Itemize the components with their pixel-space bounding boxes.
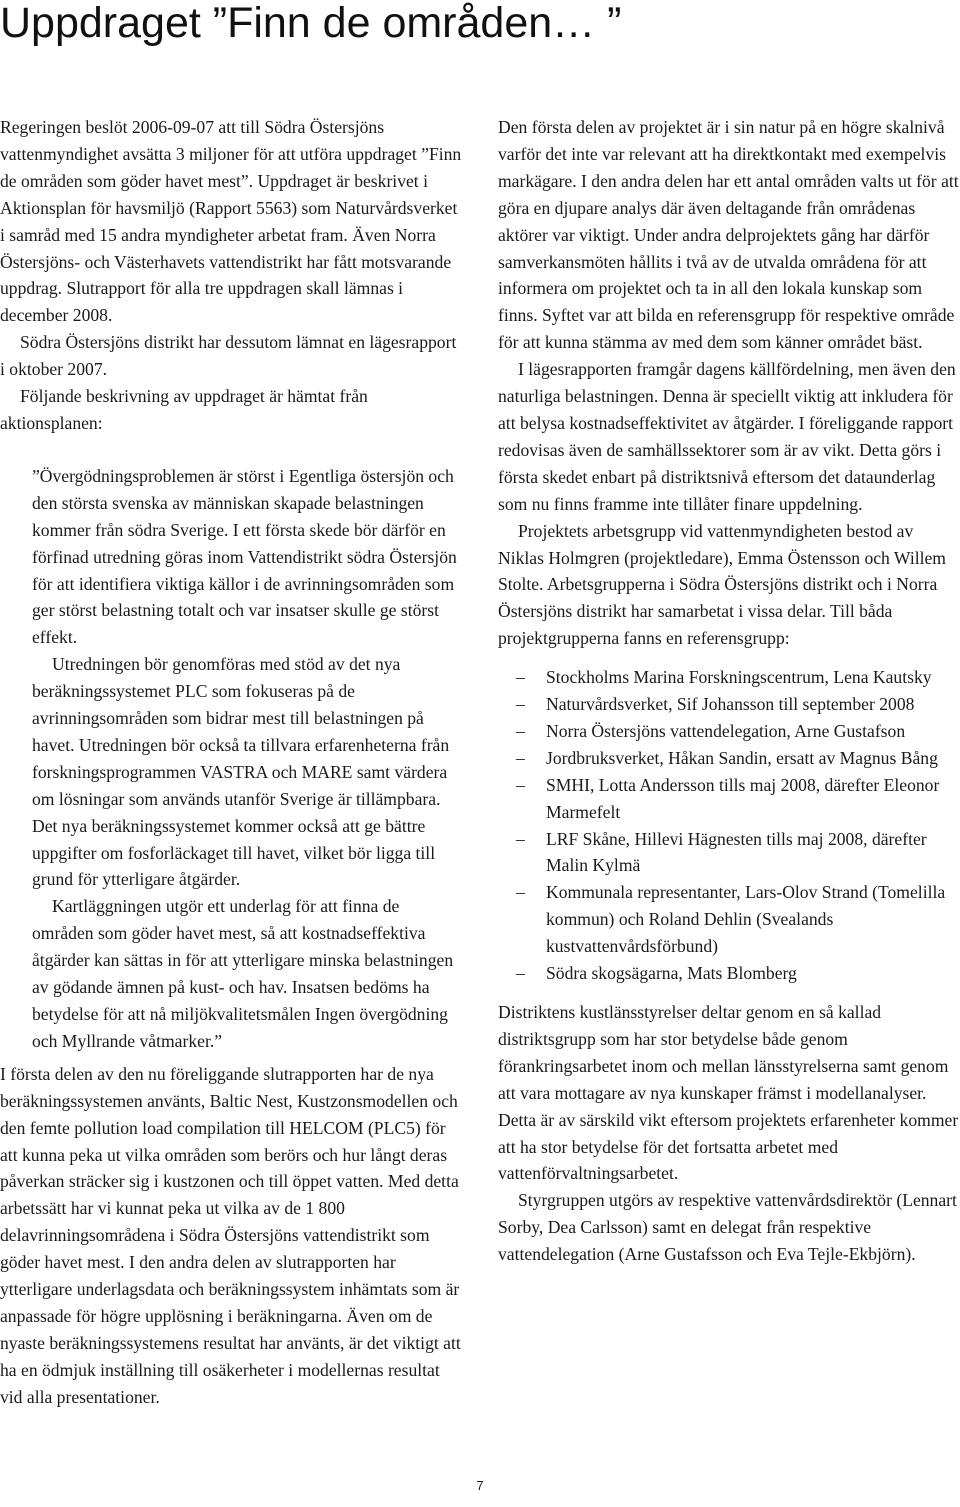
paragraph-intro: Regeringen beslöt 2006-09-07 att till Södra Östersjöns vattenmyndighet avsätta 3 miljoner för att utföra uppdraget ”Finn de områden som göder havet mest”. Uppdraget är beskrivet i Aktionsplan för havsmiljö (Rapport 5563) som Naturvårdsverket i samråd med 15 andra myndigheter arbetat fram. Även Norra Östersjöns- och Västerhavets vattendistrikt har fått motsvarande uppdrag. Slutrapport för alla tre uppdragen skall lämnas i december 2008. [0,117,462,326]
paragraph-lagesrapport: Södra Östersjöns distrikt har dessutom lämnat en lägesrapport i oktober 2007. [0,332,457,380]
list-item: – SMHI, Lotta Andersson tills maj 2008, därefter Eleonor Marmefelt [498,772,960,826]
list-dash: – [516,694,525,715]
paragraph-styrgrupp: Styrgruppen utgörs av respektive vattenvårdsdirektör (Lennart Sorby, Dea Carlsson) samt en delegat från respektive vattendelegation (Arne Gustafsson och Eva Tejle-Ekbjörn). [498,1190,957,1265]
list-dash: – [516,774,525,795]
list-dash: – [516,963,525,984]
list-dash: – [516,747,525,768]
page-title: Uppdraget ”Finn de områden… ” [0,0,622,47]
right-column [498,114,960,1268]
list-item: – Norra Östersjöns vattendelegation, Arne Gustafson [498,718,960,745]
paragraph-projektet: Den första delen av projektet är i sin natur på en högre skalnivå varför det inte var relevant att ha direktkontakt med exempelvis markägare. I den andra delen har ett antal områden valts ut för att göra en djupare analys där även deltagande från områdenas aktörer var viktigt. Under andra delprojektets gång har därför samverkansmöten hållits i två av de utvalda områdena för att informera om projektet och ta in all den lokala kunskap som finns. Syftet var att bilda en referensgrupp för respektive område för att kunna stämma av med dem som känner området bäst. [498,117,959,353]
paragraph-beskrivning: Följande beskrivning av uppdraget är hämtat från aktionsplanen: [0,386,368,433]
block-quote [0,463,462,1055]
list-dash: – [516,720,525,741]
list-dash: – [516,882,525,903]
list-item: – Södra skogsägarna, Mats Blomberg [498,960,960,987]
paragraph-arbetsgrupp: Projektets arbetsgrupp vid vattenmyndigheten bestod av Niklas Holmgren (projektledare), Emma Östensson och Willem Stolte. Arbetsgrupperna i Södra Östersjöns distrikt och i Norra Östersjöns distrikt har samarbetat i vissa delar. Till båda projektgrupperna fanns en referensgrupp: [498,520,946,649]
list-item: – Stockholms Marina Forskningscentrum, Lena Kautsky [498,664,960,691]
left-column [0,114,462,1411]
list-dash: – [516,667,525,688]
page-number: 7 [476,1478,484,1493]
list-item: – Jordbruksverket, Håkan Sandin, ersatt av Magnus Bång [498,745,960,772]
reference-group-list [498,664,960,987]
paragraph-kallfordelning: I lägesrapporten framgår dagens källfördelning, men även den naturliga belastningen. Denna är speciellt viktig att inkludera för att belysa kostnadseffektivitet av åtgärder. I föreliggande rapport redovisas även de samhällssektorer som är av vikt. Detta görs i första skedet enbart på distriktsnivå eftersom det dataunderlag som nu finns framme inte tillåter finare uppdelning. [498,359,956,514]
paragraph-distriktsgrupp: Distriktens kustlänsstyrelser deltar genom en så kallad distriktsgrupp som har stor betydelse både genom förankringsarbetet inom och mellan länsstyrelserna samt genom att vara mottagare av nya kunskaper främst i modellanalyser. Detta är av särskild vikt eftersom projektets erfarenheter kommer att ha stor betydelse för det fortsatta arbetet med vattenförvaltningsarbetet. [498,1002,959,1184]
quote-paragraph: Kartläggningen utgör ett underlag för att finna de områden som göder havet mest, så att kostnadseffektiva åtgärder kan sättas in för att ytterligare minska belastningen av gödande ämnen på kust- och hav. Insatsen bedöms ha betydelse för att nå miljökvalitetsmålen Ingen övergödning och Myllrande våtmarker.” [32,896,454,1051]
list-item: – LRF Skåne, Hillevi Hägnesten tills maj 2008, därefter Malin Kylmä [498,826,960,880]
paragraph-forsta-delen: I första delen av den nu föreliggande slutrapporten har de nya beräkningssystemen använts, Baltic Nest, Kustzonsmodellen och den femte pollution load compilation till HELCOM (PLC5) för att kunna peka ut vilka områden som berörs och hur långt deras påverkan sträcker sig i kustzonen och till öppet vatten. Med detta arbetssätt har vi kunnat peka ut vilka av de 1 800 delavrinningsområdena i Södra Östersjöns vattendistrikt som göder havet mest. I den andra delen av slutrapporten har ytterligare underlagsdata och beräkningssystem inhämtats som är anpassade för högre upplösning i beräkningarna. Även om de nyaste beräkningssystemens resultat har använts, är det viktigt att ha en ödmjuk inställning till osäkerheter i modellernas resultat vid alla presentationer. [0,1063,461,1407]
list-dash: – [516,828,525,849]
list-item: – Kommunala representanter, Lars-Olov Strand (Tomelilla kommun) och Roland Dehlin (Svealands kustvattenvårdsförbund) [498,879,960,960]
list-item: – Naturvårdsverket, Sif Johansson till september 2008 [498,691,960,718]
quote-paragraph: ”Övergödningsproblemen är störst i Egentliga östersjön och den största svenska av människan skapade belastningen kommer från södra Sverige. I ett första skede bör därför en förfinad utredning göras inom Vattendistrikt södra Östersjön för att identifiera viktiga källor i de avrinningsområden som ger störst belastning totalt och var insatser skulle ge störst effekt. [32,465,457,648]
quote-paragraph: Utredningen bör genomföras med stöd av det nya beräkningssystemet PLC som fokuseras på de avrinningsområden som bidrar mest till belastningen på havet. Utredningen bör också ta tillvara erfarenheterna från forskningsprogrammen VASTRA och MARE samt värdera om lösningar som används utanför Sverige är tillämpbara. Det nya beräkningssystemet kommer också att ge bättre uppgifter om fosforläckaget till havet, vilket bör ligga till grund för ytterligare åtgärder. [32,654,450,890]
